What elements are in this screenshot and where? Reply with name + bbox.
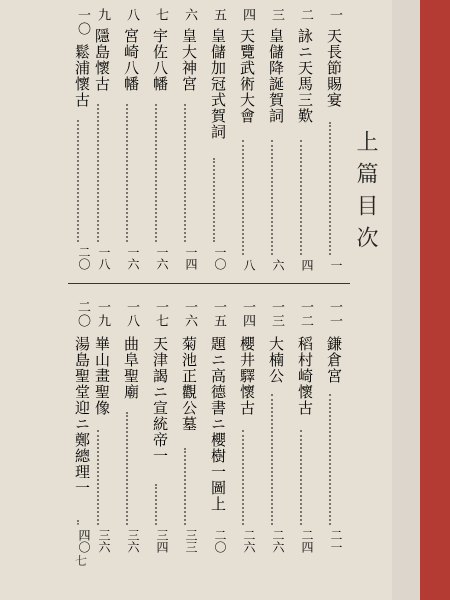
toc-leader-dots [329,394,333,525]
toc-leader-dots [242,430,246,525]
toc-entry-title: 題ニ高德書ニ櫻樹一圖上 [209,336,227,512]
toc-entry-title: 宇佐八幡 [151,28,169,92]
toc-entry-page: 六 [271,259,285,271]
toc-entry-page: 二一 [329,529,343,553]
toc-entry-number: 一六 [182,300,197,328]
toc-entry-number: 七 [153,8,168,22]
toc-entry-title: 隱島懷古 [93,28,111,92]
toc-entry-number: 五 [211,8,226,22]
toc-entry-number: 一八 [124,300,139,328]
red-background-strip [420,0,450,600]
toc-entry-page: 一六 [155,246,169,270]
toc-entry-number: 四 [240,8,255,22]
toc-leader-dots [300,140,304,255]
toc-entry-number: 六 [182,8,197,22]
toc-entry-page: 四 [300,259,314,271]
toc-leader-dots [213,158,217,242]
section-divider-rule [68,283,350,284]
toc-leader-dots [184,448,188,525]
toc-entry-number: 一一 [327,300,342,328]
toc-entry-title: 鎌倉宮 [325,336,343,384]
toc-entry-page: 二〇 [77,246,91,270]
toc-entry-page: 二〇 [213,529,227,553]
toc-entry-title: 天津謁ニ宣統帝一 [151,336,169,464]
toc-leader-dots [242,140,246,255]
toc-entry-title: 大楠公 [267,336,285,384]
toc-entry-page: 一八 [97,246,111,270]
toc-leader-dots [155,104,159,242]
toc-entry-number: 一〇 [75,8,90,36]
toc-leader-dots [97,104,101,242]
toc-leader-dots [126,412,130,525]
toc-entry-title: 湯島聖堂迎ニ鄭總理一 [73,336,91,496]
toc-entry-title: 鬆浦懷古 [73,44,91,108]
toc-entry-title: 皇大神宮 [180,28,198,92]
toc-entry-title: 天覽武術大會 [238,28,256,124]
toc-entry-page: 三六 [126,529,140,553]
toc-entry-title: 天長節賜宴 [325,28,343,108]
toc-leader-dots [184,104,188,242]
toc-entry-number: 一四 [240,300,255,328]
toc-entry-number: 一五 [211,300,226,328]
toc-entry-number: 一二 [298,300,313,328]
section-header: 上篇目次 [353,130,378,258]
toc-leader-dots [271,140,275,255]
toc-leader-dots [126,104,130,242]
toc-entry-page: 一 [329,259,343,271]
toc-entry-title: 詠ニ天馬三歎 [296,28,314,124]
toc-entry-page: 八 [242,259,256,271]
page-number: 七 [75,554,88,568]
toc-entry-title: 菊池正觀公墓 [180,336,198,432]
toc-entry-page: 二四 [300,529,314,553]
toc-entry-title: 皇儲加冠式賀詞 [209,28,227,140]
toc-leader-dots [77,520,81,525]
toc-entry-title: 曲阜聖廟 [122,336,140,400]
toc-entry-page: 三六 [97,529,111,553]
toc-leader-dots [271,394,275,525]
toc-entry-number: 二〇 [75,300,90,328]
toc-entry-page: 一四 [184,246,198,270]
toc-entry-number: 八 [124,8,139,22]
toc-entry-title: 宮崎八幡 [122,28,140,92]
toc-entry-number: 九 [95,8,110,22]
toc-entry-title: 櫻井驛懷古 [238,336,256,416]
toc-entry-page: 三三 [184,529,198,553]
toc-entry-number: 二 [298,8,313,22]
toc-entry-page: 一六 [126,246,140,270]
toc-entry-page: 三四 [155,529,169,553]
toc-entry-number: 一 [327,8,342,22]
toc-leader-dots [77,120,81,242]
toc-entry-number: 三 [269,8,284,22]
toc-entry-number: 一七 [153,300,168,328]
toc-entry-title: 稻村崎懷古 [296,336,314,416]
toc-leader-dots [155,484,159,525]
toc-entry-title: 皇儲降誕賀詞 [267,28,285,124]
toc-entry-page: 四〇 [77,529,91,553]
toc-entry-number: 一三 [269,300,284,328]
toc-leader-dots [97,430,101,525]
toc-entry-page: 二六 [242,529,256,553]
toc-entry-page: 一〇 [213,246,227,270]
toc-entry-number: 一九 [95,300,110,328]
toc-entry-page: 二六 [271,529,285,553]
toc-leader-dots [329,122,333,255]
toc-leader-dots [300,430,304,525]
toc-entry-title: 崋山畫聖像 [93,336,111,416]
